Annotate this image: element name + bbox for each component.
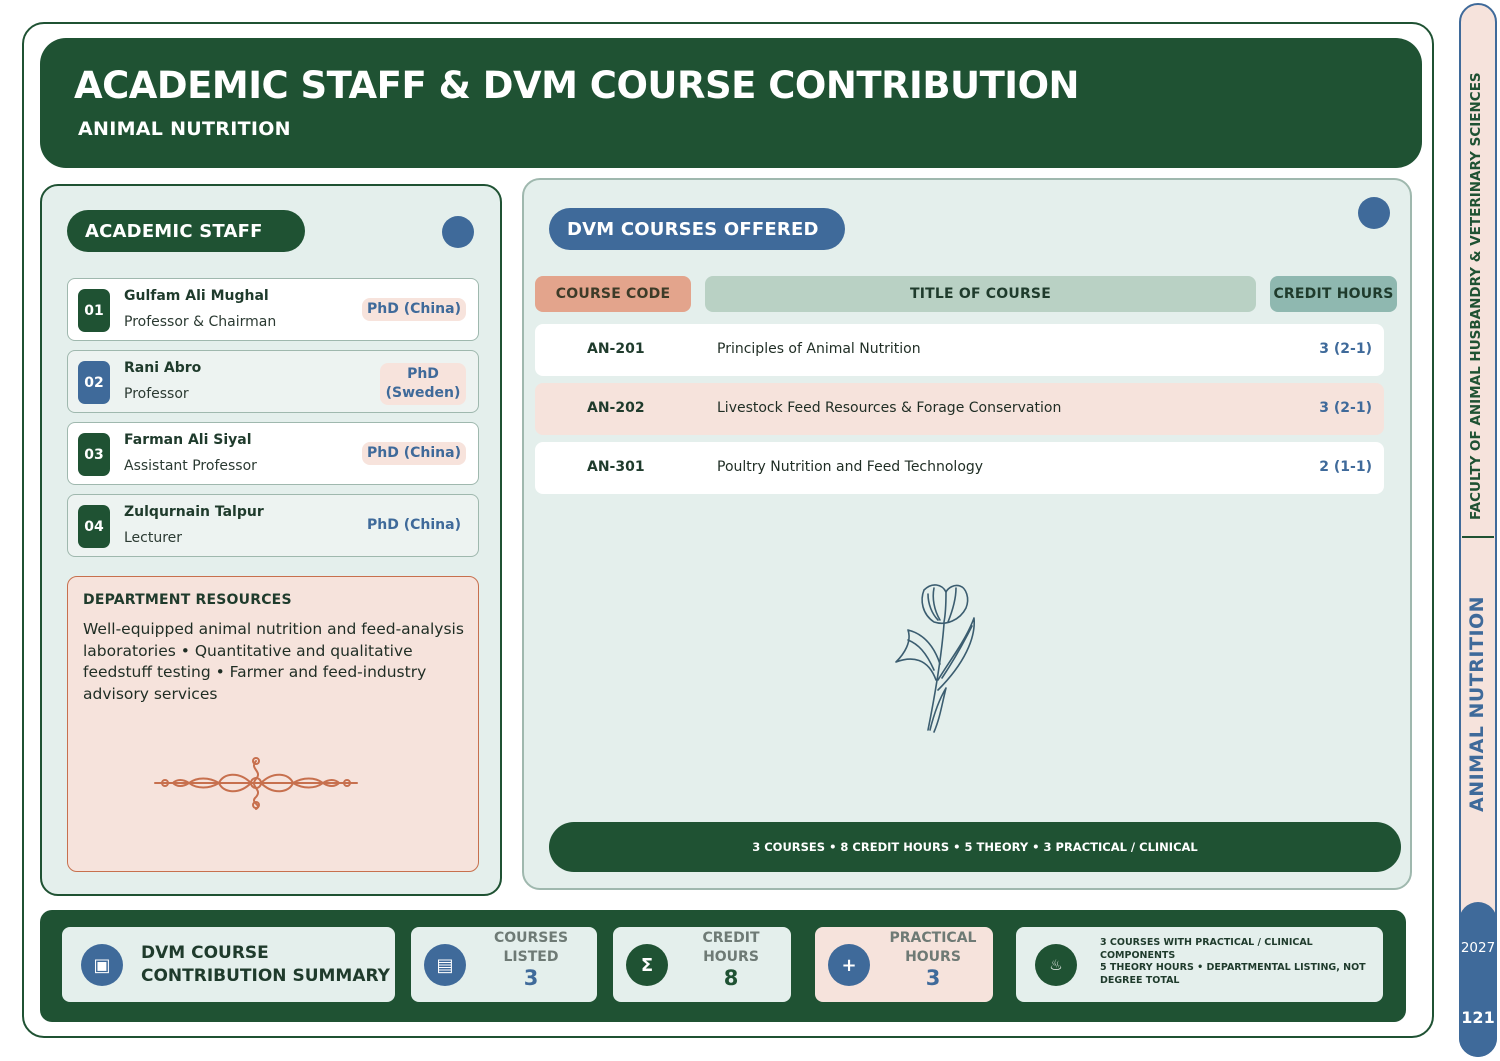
tulip-icon xyxy=(894,580,988,736)
staff-name: Rani Abro xyxy=(124,360,202,376)
resources-text: Well-equipped animal nutrition and feed-analysis laboratories • Quantitative and qualitative feedstuff testing • Farmer and feed-industry advisory services xyxy=(83,620,464,703)
summary-note-line: 3 COURSES WITH PRACTICAL / CLINICAL COMPONENTS xyxy=(1100,937,1313,961)
list-document-icon: ▤ xyxy=(424,944,466,986)
staff-name: Zulqurnain Talpur xyxy=(124,504,264,520)
course-code: AN-202 xyxy=(587,400,645,416)
course-title: Principles of Animal Nutrition xyxy=(717,341,921,357)
side-tab-divider xyxy=(1462,536,1494,538)
square-target-icon: ▣ xyxy=(81,944,123,986)
courses-listed-stat xyxy=(411,927,597,1002)
course-totals-bar: 3 COURSES • 8 CREDIT HOURS • 5 THEORY • 3 PRACTICAL / CLINICAL xyxy=(549,822,1401,872)
page-number: 121 xyxy=(1461,1008,1495,1027)
staff-card xyxy=(67,494,479,557)
resources-title: DEPARTMENT RESOURCES xyxy=(83,592,292,608)
credit-hours-stat xyxy=(613,927,791,1002)
sigma-icon: Σ xyxy=(626,944,668,986)
course-credit-hours: 3 (2-1) xyxy=(1319,400,1372,416)
staff-degree-badge: PhD (China) xyxy=(367,517,461,533)
scroll-ornament-icon xyxy=(153,755,359,811)
column-header-credit-hours: CREDIT HOURS xyxy=(1270,276,1397,312)
table-row xyxy=(535,383,1384,435)
staff-card xyxy=(67,422,479,485)
academic-staff-heading: ACADEMIC STAFF xyxy=(67,210,305,252)
staff-number: 02 xyxy=(78,361,110,404)
decorative-dot xyxy=(442,216,474,248)
course-credit-hours: 3 (2-1) xyxy=(1319,341,1372,357)
table-row xyxy=(535,442,1384,494)
course-code: AN-301 xyxy=(587,459,645,475)
column-header-course-code: COURSE CODE xyxy=(535,276,691,312)
stat-label: CREDIT HOURS xyxy=(702,930,760,965)
summary-note-box xyxy=(1016,927,1383,1002)
staff-role: Lecturer xyxy=(124,530,183,546)
contribution-summary-strip xyxy=(40,910,1406,1022)
staff-number: 03 xyxy=(78,433,110,476)
summary-note xyxy=(1100,937,1380,987)
staff-number: 01 xyxy=(78,289,110,332)
side-tab-department: ANIMAL NUTRITION xyxy=(1466,595,1488,812)
side-tab-footer xyxy=(1459,902,1497,1057)
dvm-courses-panel xyxy=(522,178,1412,890)
page-title: ACADEMIC STAFF & DVM COURSE CONTRIBUTION xyxy=(74,64,1079,107)
staff-degree-badge: PhD (China) xyxy=(362,442,466,465)
stat-label: COURSES LISTED xyxy=(493,930,569,965)
lab-flask-icon: ♨ xyxy=(1035,944,1077,986)
staff-number: 04 xyxy=(78,505,110,548)
summary-label-box xyxy=(62,927,395,1002)
course-code: AN-201 xyxy=(587,341,645,357)
dvm-courses-heading: DVM COURSES OFFERED xyxy=(549,208,845,250)
stat-value: 3 xyxy=(523,966,539,990)
stat-value: 3 xyxy=(925,966,941,990)
staff-name: Farman Ali Siyal xyxy=(124,432,252,448)
course-credit-hours: 2 (1-1) xyxy=(1319,459,1372,475)
summary-label: DVM COURSE CONTRIBUTION SUMMARY xyxy=(141,943,390,986)
department-resources-box xyxy=(67,576,479,872)
staff-card xyxy=(67,350,479,413)
staff-role: Professor xyxy=(124,386,189,402)
page-header xyxy=(40,38,1422,168)
summary-note-line: 5 THEORY HOURS • DEPARTMENTAL LISTING, NOT DEGREE TOTAL xyxy=(1100,962,1366,986)
staff-card xyxy=(67,278,479,341)
column-header-course-title: TITLE OF COURSE xyxy=(705,276,1256,312)
stat-label: PRACTICAL HOURS xyxy=(889,930,977,965)
stat-value: 8 xyxy=(723,966,739,990)
decorative-dot xyxy=(1358,197,1390,229)
course-title: Poultry Nutrition and Feed Technology xyxy=(717,459,984,475)
plus-icon: + xyxy=(828,944,870,986)
course-title: Livestock Feed Resources & Forage Conservation xyxy=(717,400,1062,416)
table-row xyxy=(535,324,1384,376)
staff-role: Assistant Professor xyxy=(124,458,257,474)
staff-role: Professor & Chairman xyxy=(124,314,277,330)
staff-degree-badge: PhD (China) xyxy=(362,298,466,321)
academic-staff-panel xyxy=(40,184,502,896)
side-tab-year: 2027 xyxy=(1460,940,1496,956)
staff-name: Gulfam Ali Mughal xyxy=(124,288,269,304)
page-subtitle: ANIMAL NUTRITION xyxy=(78,118,291,140)
practical-hours-stat xyxy=(815,927,993,1002)
side-tab-faculty: FACULTY OF ANIMAL HUSBANDRY & VETERINARY SCIENCES xyxy=(1468,72,1484,520)
staff-degree-badge: PhD (Sweden) xyxy=(380,363,466,405)
